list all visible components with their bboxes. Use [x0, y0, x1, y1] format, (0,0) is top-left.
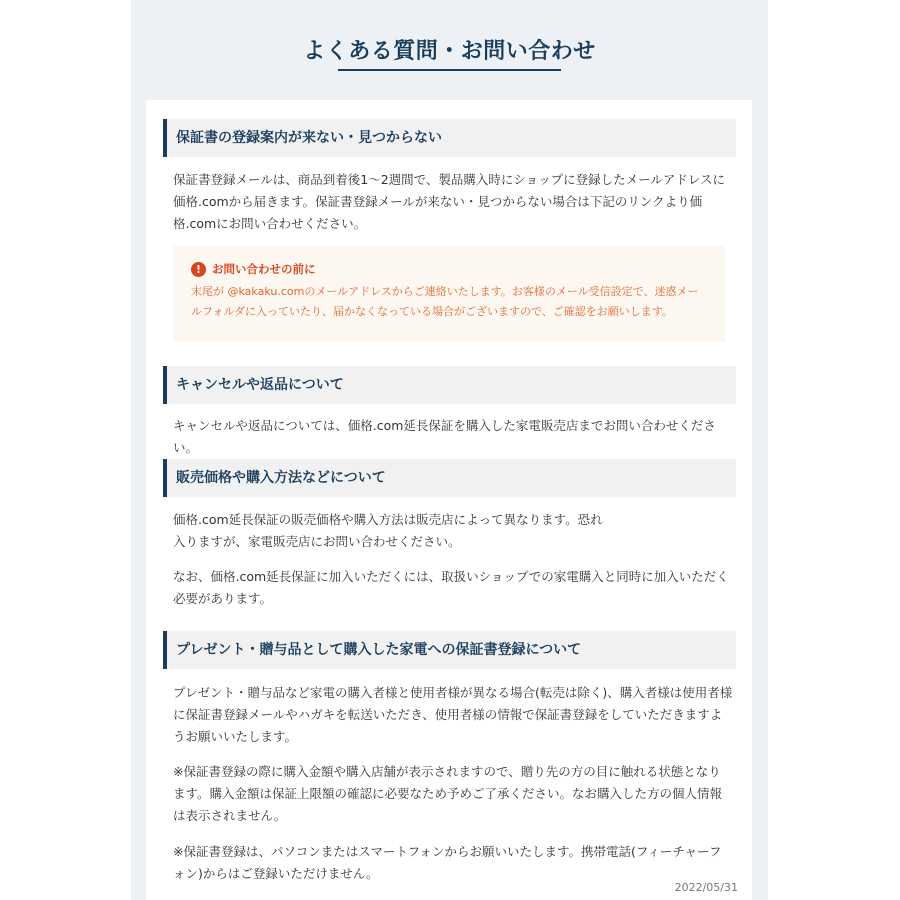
faq-card	[146, 100, 752, 900]
price-paragraph-2: なお、価格.com延長保証に加入いただくには、取扱いショップでの家電購入と同時に加入いただく必要があります。	[173, 569, 729, 606]
notice-body: 末尾が @kakaku.comのメールアドレスからご連絡いたします。お客様のメール受信設定で、迷惑メールフォルダに入っていたり、届かなくなっている場合がございますので、ご確認をお願いします。	[191, 285, 699, 318]
gift-paragraph-3: ※保証書登録は、パソコンまたはスマートフォンからお願いいたします。携帯電話(フィーチャーフォン)からはご登録いただけません。	[173, 844, 722, 881]
notice-header	[191, 260, 707, 278]
registration-paragraph: 保証書登録メールは、商品到着後1〜2週間で、製品購入時にショップに登録したメールアドレスに価格.comから届きます。保証書登録メールが来ない・見つからない場合は下記のリンクより価格.comにお問い合わせください。	[173, 172, 726, 231]
notice-title: お問い合わせの前に	[212, 262, 316, 276]
gift-paragraph-2: ※保証書登録の際に購入金額や購入店舗が表示されますので、贈り先の方の目に触れる状態となります。購入金額は保証上限額の確認に必要なため予めご了承ください。なお購入した方の個人情報は表示されません。	[173, 764, 723, 823]
faq-page	[131, 0, 768, 900]
update-date: 2022/05/31	[674, 881, 738, 894]
notice-box	[173, 246, 725, 342]
section-heading-cancel: キャンセルや返品について	[163, 366, 736, 404]
cancel-paragraph: キャンセルや返品については、価格.com延長保証を購入した家電販売店までお問い合わせください。	[173, 418, 716, 455]
price-paragraph-1: 価格.com延長保証の販売価格や購入方法は販売店によって異なります。恐れ入りますが、家電販売店にお問い合わせください。	[173, 512, 603, 549]
section-heading-price: 販売価格や購入方法などについて	[163, 459, 736, 497]
exclamation-icon: !	[191, 262, 206, 277]
title-underline	[338, 69, 561, 71]
gift-paragraph-1: プレゼント・贈与品など家電の購入者様と使用者様が異なる場合(転売は除く)、購入者様は使用者様に保証書登録メールやハガキを転送いただき、使用者様の情報で保証書登録をしていただきますようお願いいたします。	[173, 685, 733, 744]
section-heading-registration: 保証書の登録案内が来ない・見つからない	[163, 119, 736, 157]
section-heading-gift: プレゼント・贈与品として購入した家電への保証書登録について	[163, 631, 736, 669]
page-title: よくある質問・お問い合わせ	[303, 39, 596, 64]
